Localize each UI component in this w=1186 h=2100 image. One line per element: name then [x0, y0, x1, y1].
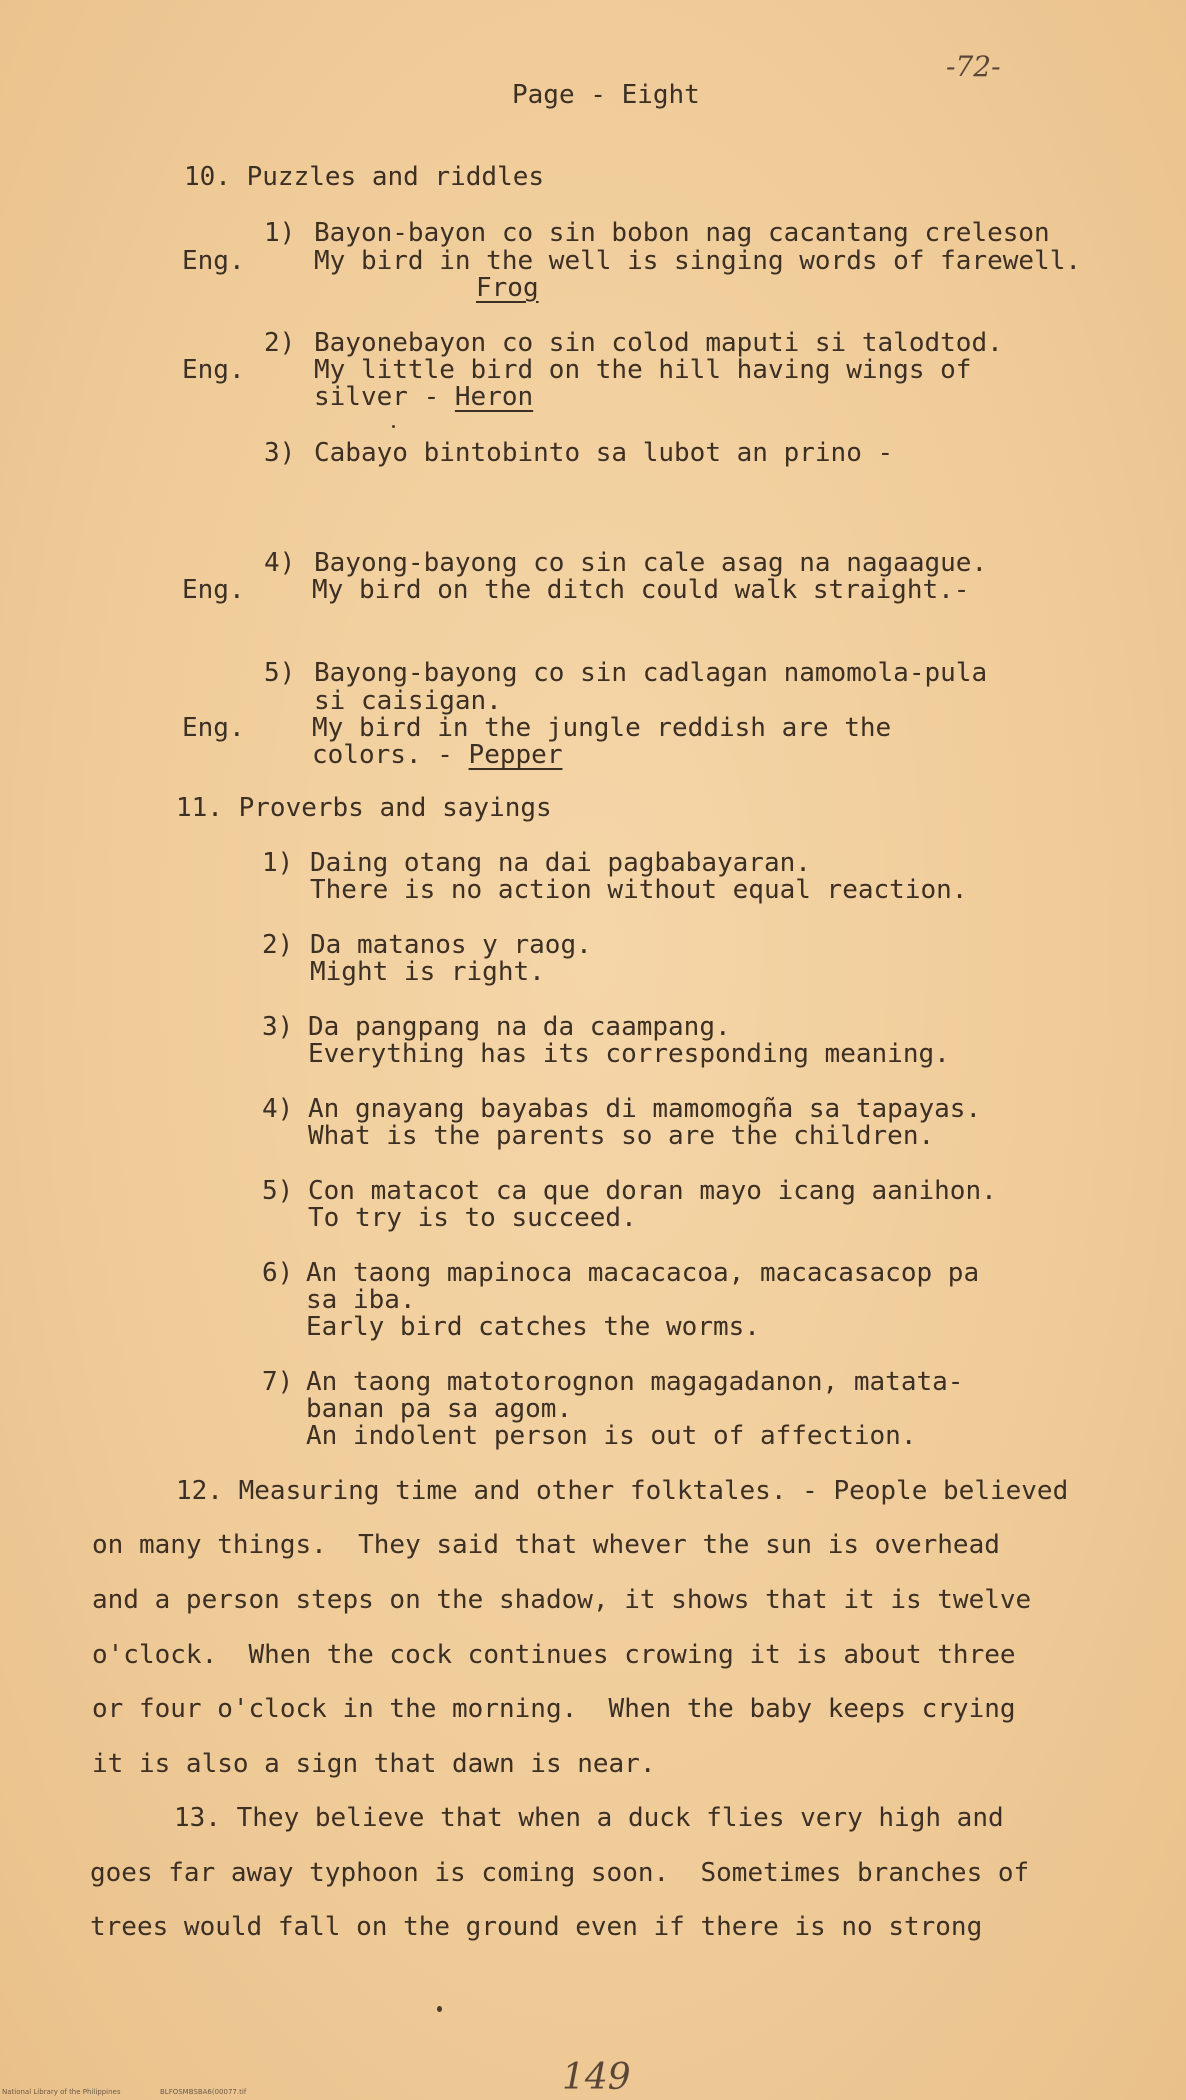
- section-10-heading: 10. Puzzles and riddles: [184, 162, 545, 192]
- proverb-5-text: Con matacot ca que doran mayo icang aanihon.: [308, 1176, 997, 1206]
- section-12-line-1: 12. Measuring time and other folktales. - People believed: [176, 1476, 1069, 1506]
- riddle-2-answer: Heron: [454, 382, 534, 412]
- riddle-5-number: 5): [264, 658, 296, 688]
- proverb-7-text: An taong matotorognon magagadanon, matata-: [306, 1367, 964, 1397]
- proverb-7-english: An indolent person is out of affection.: [306, 1421, 917, 1451]
- proverb-4-text: An gnayang bayabas di mamomogña sa tapayas.: [308, 1094, 982, 1124]
- riddle-5-text: Bayong-bayong co sin cadlagan namomola-pula: [314, 658, 988, 688]
- proverb-6-english: Early bird catches the worms.: [306, 1312, 760, 1342]
- riddle-3-number: 3): [264, 438, 296, 468]
- riddle-3-text: Cabayo bintobinto sa lubot an prino -: [314, 438, 894, 468]
- proverb-7-number: 7): [262, 1367, 294, 1397]
- proverb-4-number: 4): [262, 1094, 294, 1124]
- ink-speck: [392, 425, 395, 428]
- section-13-line-3: trees would fall on the ground even if there is no strong: [90, 1912, 983, 1942]
- section-13-line-1: 13. They believe that when a duck flies very high and: [174, 1803, 1004, 1833]
- riddle-5-text-cont: si caisigan.: [314, 686, 502, 716]
- riddle-1-number: 1): [264, 218, 296, 248]
- proverb-3-text: Da pangpang na da caampang.: [308, 1012, 731, 1042]
- proverb-5-number: 5): [262, 1176, 294, 1206]
- riddle-2-eng-label: Eng.: [182, 355, 245, 385]
- page-header: Page - Eight: [512, 80, 700, 110]
- riddle-5-eng-label: Eng.: [182, 713, 245, 743]
- proverb-6-text-cont: sa iba.: [306, 1285, 416, 1315]
- proverb-2-number: 2): [262, 930, 294, 960]
- section-12-line-2: on many things. They said that whever the sun is overhead: [92, 1530, 1000, 1560]
- riddle-4-english: My bird on the ditch could walk straight.-: [312, 575, 970, 605]
- proverb-2-text: Da matanos y raog.: [310, 930, 592, 960]
- riddle-1-answer: Frog: [476, 273, 539, 303]
- proverb-3-english: Everything has its corresponding meaning.: [308, 1039, 950, 1069]
- proverb-3-number: 3): [262, 1012, 294, 1042]
- page-number: -72-: [946, 50, 1001, 83]
- proverb-1-text: Daing otang na dai pagbabayaran.: [310, 848, 811, 878]
- riddle-2-number: 2): [264, 328, 296, 358]
- section-12-line-6: it is also a sign that dawn is near.: [92, 1749, 656, 1779]
- riddle-5-english: My bird in the jungle reddish are the: [312, 713, 892, 743]
- riddle-2-english: My little bird on the hill having wings of: [314, 355, 972, 385]
- proverb-7-text-cont: banan pa sa agom.: [306, 1394, 573, 1424]
- section-12-line-5: or four o'clock in the morning. When the baby keeps crying: [92, 1694, 1016, 1724]
- riddle-2-english-cont: silver - Heron: [314, 382, 534, 412]
- riddle-1-eng-label: Eng.: [182, 246, 245, 276]
- proverb-6-number: 6): [262, 1258, 294, 1288]
- proverb-2-english: Might is right.: [310, 957, 545, 987]
- proverb-1-english: There is no action without equal reaction.: [310, 875, 968, 905]
- riddle-4-eng-label: Eng.: [182, 575, 245, 605]
- scan-file-id: BLFOSMBSBA6(00077.tif: [160, 2088, 247, 2096]
- proverb-6-text: An taong mapinoca macacacoa, macacasacop pa: [306, 1258, 980, 1288]
- riddle-2-text: Bayonebayon co sin colod maputi si talodtod.: [314, 328, 1003, 358]
- section-12-line-3: and a person steps on the shadow, it shows that it is twelve: [92, 1585, 1032, 1615]
- section-13-line-2: goes far away typhoon is coming soon. Sometimes branches of: [90, 1858, 1030, 1888]
- ink-speck: [437, 2006, 442, 2012]
- section-12-line-4: o'clock. When the cock continues crowing it is about three: [92, 1640, 1016, 1670]
- riddle-1-english: My bird in the well is singing words of farewell.: [314, 246, 1082, 276]
- library-stamp: National Library of the Philippines: [2, 2088, 121, 2096]
- riddle-5-english-cont: colors. - Pepper: [312, 740, 563, 770]
- proverb-5-english: To try is to succeed.: [308, 1203, 637, 1233]
- riddle-5-answer: Pepper: [468, 740, 563, 770]
- proverb-1-number: 1): [262, 848, 294, 878]
- section-11-heading: 11. Proverbs and sayings: [176, 793, 552, 823]
- riddle-4-number: 4): [264, 548, 296, 578]
- riddle-4-text: Bayong-bayong co sin cale asag na nagaague.: [314, 548, 988, 578]
- riddle-1-text: Bayon-bayon co sin bobon nag cacantang creleson: [314, 218, 1050, 248]
- proverb-4-english: What is the parents so are the children.: [308, 1121, 935, 1151]
- handwritten-folio-number: 149: [562, 2057, 631, 2098]
